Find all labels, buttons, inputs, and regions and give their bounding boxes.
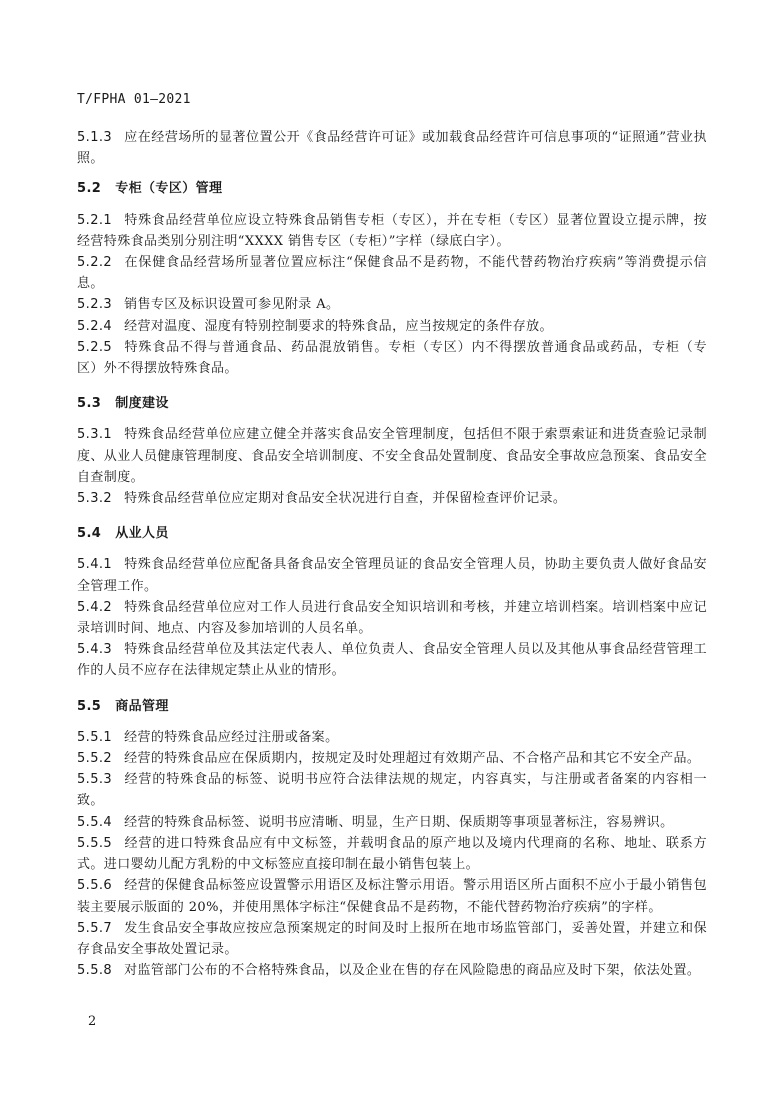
clause-5-5-3 [77,769,707,811]
clause-number: 5.5.5 [77,835,113,851]
clause-number: 5.5.1 [77,729,113,745]
clause-text: 发生食品安全事故应按应急预案规定的时间及时上报所在地市场监管部门，妥善处置，并建立和保存食品安全事故处置记录。 [77,920,707,957]
clause-5-3-1 [77,424,707,488]
clause-5-5-4 [77,812,707,833]
clause-5-5-6 [77,875,707,917]
clause-text: 特殊食品不得与普通食品、药品混放销售。专柜（专区）内不得摆放普通食品或药品，专柜（专区）外不得摆放特殊食品。 [77,339,707,377]
clause-number: 5.5.6 [77,878,113,894]
section-title: 从业人员 [115,526,169,542]
clause-5-2-2 [77,252,707,294]
section-title: 制度建设 [115,396,169,412]
document-body [77,127,707,981]
clause-text: 对监管部门公布的不合格特殊食品，以及企业在售的存在风险隐患的商品应及时下架，依法处置。 [124,963,701,979]
clause-number: 5.5.2 [77,751,113,767]
clause-number: 5.5.3 [77,772,113,788]
clause-5-1-3 [77,127,707,169]
section-title: 商品管理 [115,698,169,714]
clause-number: 5.5.7 [77,920,113,936]
clause-number: 5.3.2 [77,491,113,507]
clause-text: 特殊食品经营单位应建立健全并落实食品安全管理制度，包括但不限于索票索证和进货查验记录制度、从业人员健康管理制度、食品安全培训制度、不安全食品处置制度、食品安全事故应急预案、食品安全自查制度。 [77,427,707,485]
clause-5-2-5 [77,337,707,379]
clause-text: 销售专区及标识设置可参见附录 A。 [124,297,340,313]
clause-5-2-4 [77,316,707,337]
clause-number: 5.2.3 [77,297,113,313]
page-number: 2 [88,1014,97,1029]
clause-number: 5.4.2 [77,599,113,615]
clause-text: 特殊食品经营单位应对工作人员进行食品安全知识培训和考核，并建立培训档案。培训档案中应记录培训时间、地点、内容及参加培训的人员名单。 [77,599,707,637]
clause-text: 应在经营场所的显著位置公开《食品经营许可证》或加载食品经营许可信息事项的“证照通”营业执照。 [77,130,707,167]
clause-number: 5.5.8 [77,963,113,979]
section-number: 5.2 [77,181,102,197]
clause-5-2-3 [77,294,707,315]
clause-text: 经营对温度、湿度有特别控制要求的特殊食品，应当按规定的条件存放。 [124,318,553,334]
section-number: 5.4 [77,526,102,542]
clause-number: 5.2.4 [77,318,113,334]
clause-5-4-2 [77,597,707,639]
section-number: 5.3 [77,396,102,412]
clause-5-2-1 [77,210,707,252]
clause-number: 5.2.2 [77,255,113,271]
clause-number: 5.4.3 [77,642,113,658]
clause-5-5-2 [77,748,707,769]
clause-5-4-3 [77,639,707,681]
clause-text: 在保健食品经营场所显著位置应标注“保健食品不是药物，不能代替药物治疗疾病”等消费提示信息。 [77,255,707,292]
clause-text: 经营的特殊食品应在保质期内，按规定及时处理超过有效期产品、不合格产品和其它不安全产品。 [124,751,701,767]
clause-text: 特殊食品经营单位应定期对食品安全状况进行自查，并保留检查评价记录。 [124,491,567,507]
clause-text: 经营的进口特殊食品应有中文标签，并载明食品的原产地以及境内代理商的名称、地址、联系方式。进口婴幼儿配方乳粉的中文标签应直接印制在最小销售包装上。 [77,835,707,873]
clause-text: 特殊食品经营单位及其法定代表人、单位负责人、食品安全管理人员以及其他从事食品经营管理工作的人员不应存在法律规定禁止从业的情形。 [77,642,707,679]
clause-5-5-8 [77,960,707,981]
clause-text: 经营的特殊食品应经过注册或备案。 [124,729,339,745]
clause-text: 经营的特殊食品标签、说明书应清晰、明显，生产日期、保质期等事项显著标注，容易辨识。 [124,814,674,830]
clause-number: 5.4.1 [77,557,113,573]
clause-text: 经营的保健食品标签应设置警示用语区及标注警示用语。警示用语区所占面积不应小于最小销售包装主要展示版面的 20%，并使用黑体字标注“保健食品不是药物，不能代替药物治疗疾病”的字样。 [77,878,707,915]
clause-5-5-1 [77,727,707,748]
clause-5-4-1 [77,554,707,596]
clause-5-3-2 [77,488,707,509]
section-title: 专柜（专区）管理 [115,181,223,197]
clause-text: 特殊食品经营单位应设立特殊食品销售专柜（专区），并在专柜（专区）显著位置设立提示牌，按经营特殊食品类别分别注明“XXXX 销售专区（专柜）”字样（绿底白字）。 [77,212,707,249]
clause-text: 特殊食品经营单位应配备具备食品安全管理员证的食品安全管理人员，协助主要负责人做好食品安全管理工作。 [77,557,707,594]
clause-number: 5.2.1 [77,212,113,228]
clause-number: 5.5.4 [77,814,113,830]
section-number: 5.5 [77,698,102,714]
clause-5-5-7 [77,918,707,960]
clause-5-5-5 [77,833,707,875]
document-code-header: T/FPHA 01—2021 [77,92,191,107]
section-heading-5-4 [77,523,707,544]
section-heading-5-5 [77,696,707,717]
clause-text: 经营的特殊食品的标签、说明书应符合法律法规的规定，内容真实，与注册或者备案的内容相一致。 [77,772,707,809]
section-heading-5-3 [77,393,707,414]
clause-number: 5.3.1 [77,427,113,443]
clause-number: 5.1.3 [77,130,113,145]
clause-number: 5.2.5 [77,339,113,355]
section-heading-5-2 [77,178,707,199]
